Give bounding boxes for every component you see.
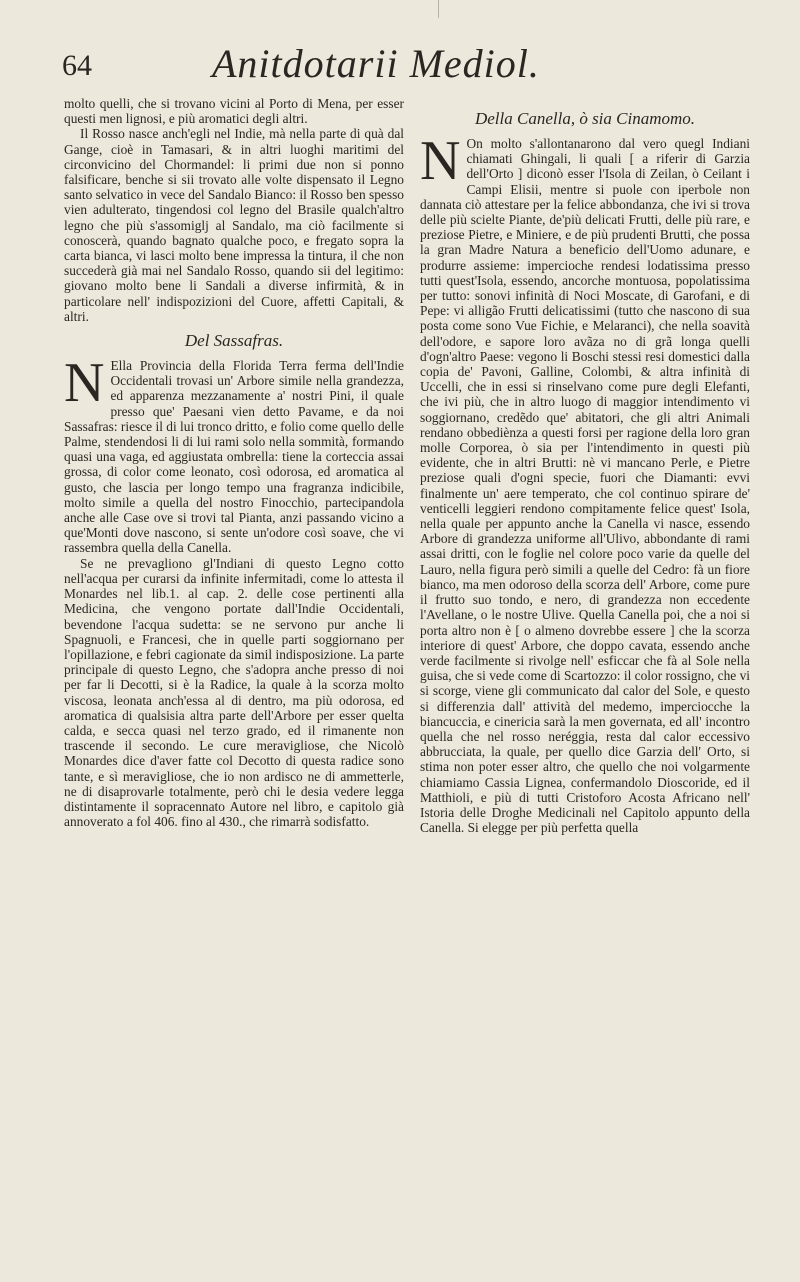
drop-cap: N (64, 352, 105, 415)
indiani-paragraph: Se ne prevagliono gl'Indiani di questo Legno cotto nell'acqua per curarsi da infinite infermitadi, come lo attesta il Monardes nel lib.1. al cap. 2. delle cose pertinenti alla Medicina, che vengono portate dall'Indie Occidentali, bevendone l'acqua sudetta: se ne servono pur anche li Spagnuoli, e Francesi, che in quelle parti soggiornano per l'opillazione, e febri cagionate da simil indisposizione. La parte principale di questo Legno, che s'adopra anche presso di noi per far li Decotti, si è la Radice, la quale à la scorza molto viscosa, leonata anch'essa al di dentro, ma più odorosa, ed aromatica di qualsisia altra parte dell'Arbore per esser quelta calda, e secca quasi nel terzo grado, ed il rimanente non trascende il secondo. Le cure meravigliose, che Nicolò Monardes dice d'aver fatte col Decotto di questa radice sono tante, e sì meravigliose, che io non ardisco ne di ammetterle, ne di disaprovarle totalmente, però chi le desia vedere legga distintamente il sopracennato Autore nel libro, e capitolo già annoverato a fol 406. fino al 430., che rimarrà sodisfatto. (64, 555, 404, 830)
drop-cap: N (420, 130, 461, 192)
rosso-paragraph: Il Rosso nasce anch'egli nel Indie, mà nella parte di quà dal Gange, cioè in Tamasari, & in altri luoghi maritimi del circonvicino del Chormandel: li primi due non si ponno falsificare, benche si sii trovato alle volte dispensato il Legno santo selvatico in vece del Sandalo Bianco: il Rosso ben spesso vien adulterato, tingendosi col legno del Brasile qualch'altro legno che più s'assomiglj al Sandalo, ma ciò facilmente si conoscerà, quando bagnato qualche poco, e fregato sopra la carta bianca, vi lasci molto bene impressa la tintura, il che non succederà già mai nel Sandalo Rosso, quando sii del legitimo: giovano molto bene li Sandali a diverse infirmità, & in particolare nell' indispozizioni del Cuore, affetti Capitali, & altri. (64, 126, 404, 324)
section-title-canella: Della Canella, ò sia Cinamomo. (474, 109, 696, 128)
canella-text: On molto s'allontanarono dal vero quegl Indiani chiamati Ghingali, li quali [ a riferir di Garzia dell'Orto ] diconò esser l'Isola di Zeilan, ò Ceilant i Campi Elisii, mentre si puole con iperbole non dannata ciò attestare per la felice abbondanza, che ivi si trova delle più scielte Piante, de'più delicati Frutti, delle più rare, e preziose Pietre, e Miniere, e de più prudenti Brutti, che possa la gran Madre Natura a beneficio dell'Uomo adunare, e produrre assieme: impercioche rendesi lodatissima presso tutti quest'Isola, essendo, ancorche montuosa, popolatissima per tutto: sonovi infinità di Noci Moscate, di Garofani, e di Pepe: vi alligão Frutti delicatissimi (tutto che nascono di sua posta come sono Vue Fichie, e Melaranci), che nella soavità dell'odore, e sapore loro avãza no di grã longa quelli d'ogn'altro Paese: vegono li Boschi stessi resi domestici dalla copia de' Pavoni, Galline, Colombi, & altra infinità di Uccelli, che in essi si rinselvano come pure degli Elefanti, che ivi più, che in altro luogo di maggior intendimento vi soggiornano, credẽdo que' abitatori, che gli altri Animali rendano obbediènza a questi forsi per ragione della loro gran molle Corporea, ò sia per l'intendimento in questi più evidente, che in altri Brutti: nè vi mancano Perle, e Pietre preziose quali d'ogni specie, fuori che Diamanti: evvi finalmente un' aere temperato, che col continuo spirare de' venticelli leggieri rendono compitamente felice quest' Isola, nella quale per appunto anche la Canella vi nasce, essendo Arbore di grandezza uniforme all'Ulivo, abbondante di rami assai dritti, con le foglie nel colore poco varie da quelle del Lauro, nella figura però simili a quelle del Cedro: fà un fiore bianco, ma men odoroso della scorza dell' Arbore, come pure il frutto suo tondo, e nero, di grandezza non eccedente l'Avellane, o le nostre Ulive. Quella Canella poi, che a noi si porta altro non è [ o almeno dovrebbe essere ] che la scorza interiore di quest' Arbore, che doppo cavata, essendo anche verde facilmente si rivolge nell' esficcar che fà al Sole nella guisa, che si vede come di Scartozzo: il color rossigno, che vi si scorge, viene gli communicato dal calor del Sole, e questo si differenzia dall' attività del medemo, imperciocche la biancuccia, e cinericia sarà la men governata, ed all' incontro quella che nel rosso neréggia, resta dal calor eccessivo abbrucciata, la quale, per quello dice Garzia dell' Orto, si stima non poter esser altro, che quello che noi volgarmente chiamiamo Cassia Lignea, confermandolo Dioscoride, ed il Matthioli, e più di tutti Cristoforo Acosta Africano nell' Istoria delle Droghe Medicinali nel Capitolo appunto della Canella. Si elegge per più perfetta quella (420, 136, 750, 836)
canella-paragraph (420, 130, 750, 836)
intro-paragraph: molto quelli, che si trovano vicini al Porto di Mena, per esser questi men lignosi, e più aromatici degli altri. (64, 96, 404, 127)
sassafras-text: Ella Provincia della Florida Terra ferma dell'Indie Occidentali trovasi un' Arbore simile nella grandezza, ed apparenza mezzanamente a' nostri Pini, il quale presso que' Paesani vien detto Pavame, e da noi Sassafras: riesce il di lui tronco dritto, e folio come quello delle Palme, stendendosi li di lui rami solo nella sommità, formando quasi una vaga, ed aggiustata ombrella: tiene la corteccia assai grossa, di color come leonato, così odorosa, ed aromatica al gusto, che lascia per longo tempo una fragranza indicibile, molto simile a quella del nostro Finocchio, partecipandola anche alle Case ove si trovi tal Pianta, anzi passando vicino a que'Monti dove nascono, si sente un'odore così soave, che vi rassembra quella della Canella. (64, 358, 404, 556)
left-column (64, 96, 404, 829)
sassafras-paragraph (64, 352, 404, 556)
section-title-sassafras: Del Sassafras. (184, 331, 284, 351)
right-column (420, 96, 750, 835)
running-title: Anitdotarii Mediol. (212, 41, 540, 86)
page-header (0, 0, 800, 92)
page-number: 64 (62, 49, 92, 82)
